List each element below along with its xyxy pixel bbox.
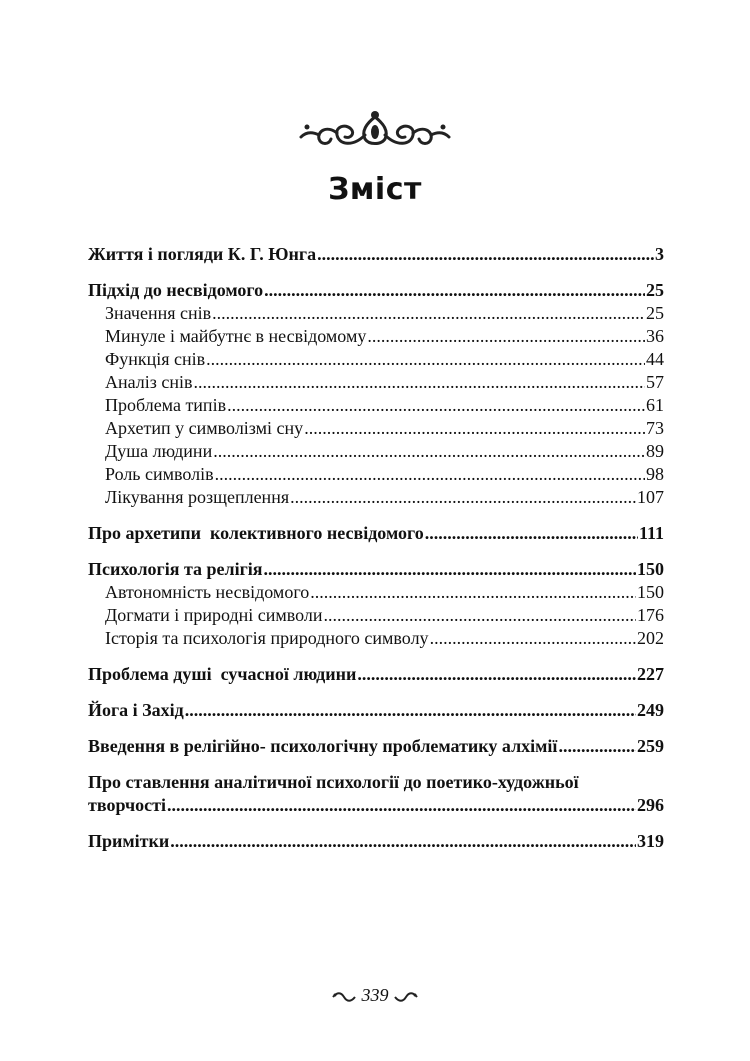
toc-entry-label: Автономність несвідомого: [105, 582, 310, 602]
toc-entry[interactable]: [88, 771, 664, 817]
toc-entry[interactable]: [88, 830, 664, 853]
toc-entry-page: 73: [646, 418, 664, 438]
toc-entry-label: Йога і Захід: [88, 700, 184, 720]
toc-entry-label: Проблема душі сучасної людини: [88, 664, 357, 684]
toc-entry-page: 296: [637, 795, 664, 815]
dot-leader: [264, 558, 636, 581]
dot-leader: [227, 394, 645, 417]
toc-entry-label-line1: Про ставлення аналітичної психології до поетико-художньої: [88, 772, 579, 792]
dot-leader: [170, 830, 636, 853]
page-footer: [0, 985, 750, 1006]
toc-subentry[interactable]: [88, 348, 664, 371]
toc-entry-page: 25: [646, 303, 664, 323]
toc-entry-page: 227: [637, 664, 664, 684]
dot-leader: [206, 348, 645, 371]
toc-subentry[interactable]: [88, 417, 664, 440]
toc-entry-label: Архетип у символізмі сну: [105, 418, 304, 438]
toc-entry-label: Лікування розщеплення: [105, 487, 290, 507]
dot-leader: [558, 735, 636, 758]
toc-entry-label: Минуле і майбутнє в несвідомому: [105, 326, 367, 346]
toc-entry-page: 44: [646, 349, 664, 369]
toc-entry-page: 202: [637, 628, 664, 648]
dot-leader: [167, 794, 636, 817]
toc-entry-label: Догмати і природні символи: [105, 605, 323, 625]
toc-entry-label: Примітки: [88, 831, 170, 851]
toc-entry-page: 61: [646, 395, 664, 415]
dot-leader: [194, 371, 646, 394]
dot-leader: [304, 417, 645, 440]
decorative-ornament-icon: [295, 105, 455, 155]
toc-entry-page: 150: [637, 582, 664, 602]
toc-entry[interactable]: [88, 663, 664, 686]
footer-ornament-right-icon: [393, 991, 419, 1003]
toc-entry-page: 249: [637, 700, 664, 720]
dot-leader: [310, 581, 636, 604]
toc-entry-page: 176: [637, 605, 664, 625]
dot-leader: [290, 486, 636, 509]
toc-entry-label: Проблема типів: [105, 395, 227, 415]
toc-entry-page: 111: [638, 523, 664, 543]
dot-leader: [367, 325, 645, 348]
toc-entry-page: 150: [637, 559, 664, 579]
toc-subentry[interactable]: [88, 440, 664, 463]
dot-leader: [264, 279, 645, 302]
footer-ornament-left-icon: [331, 991, 357, 1003]
dot-leader: [324, 604, 636, 627]
toc-entry[interactable]: [88, 243, 664, 266]
toc-entry-label: Значення снів: [105, 303, 212, 323]
dot-leader: [357, 663, 636, 686]
toc-subentry[interactable]: [88, 302, 664, 325]
dot-leader: [425, 522, 638, 545]
toc-entry-label: Життя і погляди К. Г. Юнга: [88, 244, 317, 264]
toc-entry-page: 3: [655, 244, 664, 264]
toc-subentry[interactable]: [88, 325, 664, 348]
toc-entry-label: Психологія та релігія: [88, 559, 263, 579]
page-title: Зміст: [328, 172, 422, 207]
toc-entry[interactable]: [88, 558, 664, 581]
page-number: 339: [361, 985, 389, 1005]
dot-leader: [212, 302, 645, 325]
toc-entry-label: Історія та психологія природного символу: [105, 628, 429, 648]
toc-entry-label: Аналіз снів: [105, 372, 193, 392]
toc-entry-label: Роль символів: [105, 464, 214, 484]
toc-subentry[interactable]: [88, 581, 664, 604]
toc-entry[interactable]: [88, 279, 664, 302]
toc-entry[interactable]: [88, 735, 664, 758]
toc-subentry[interactable]: [88, 394, 664, 417]
toc-subentry[interactable]: [88, 371, 664, 394]
toc-entry-page: 259: [637, 736, 664, 756]
toc-entry-label: Введення в релігійно- психологічну проблематику алхімії: [88, 736, 558, 756]
dot-leader: [215, 463, 645, 486]
toc-entry-page: 98: [646, 464, 664, 484]
toc-entry[interactable]: [88, 522, 664, 545]
dot-leader: [317, 243, 654, 266]
dot-leader: [185, 699, 636, 722]
toc-subentry[interactable]: [88, 627, 664, 650]
toc-entry-label: Душа людини: [105, 441, 213, 461]
toc-entry-page: 25: [646, 280, 664, 300]
toc-entry-label: творчості: [88, 795, 166, 815]
toc-entry[interactable]: [88, 699, 664, 722]
toc-entry-page: 107: [637, 487, 664, 507]
toc-entry-label: Підхід до несвідомого: [88, 280, 264, 300]
toc-entry-page: 319: [637, 831, 664, 851]
dot-leader: [213, 440, 645, 463]
toc-entry-page: 36: [646, 326, 664, 346]
toc-subentry[interactable]: [88, 604, 664, 627]
table-of-contents: [88, 243, 664, 853]
toc-entry-label: Про архетипи колективного несвідомого: [88, 523, 424, 543]
toc-subentry[interactable]: [88, 463, 664, 486]
toc-entry-page: 57: [646, 372, 664, 392]
toc-entry-label: Функція снів: [105, 349, 206, 369]
toc-subentry[interactable]: [88, 486, 664, 509]
dot-leader: [430, 627, 636, 650]
toc-entry-page: 89: [646, 441, 664, 461]
